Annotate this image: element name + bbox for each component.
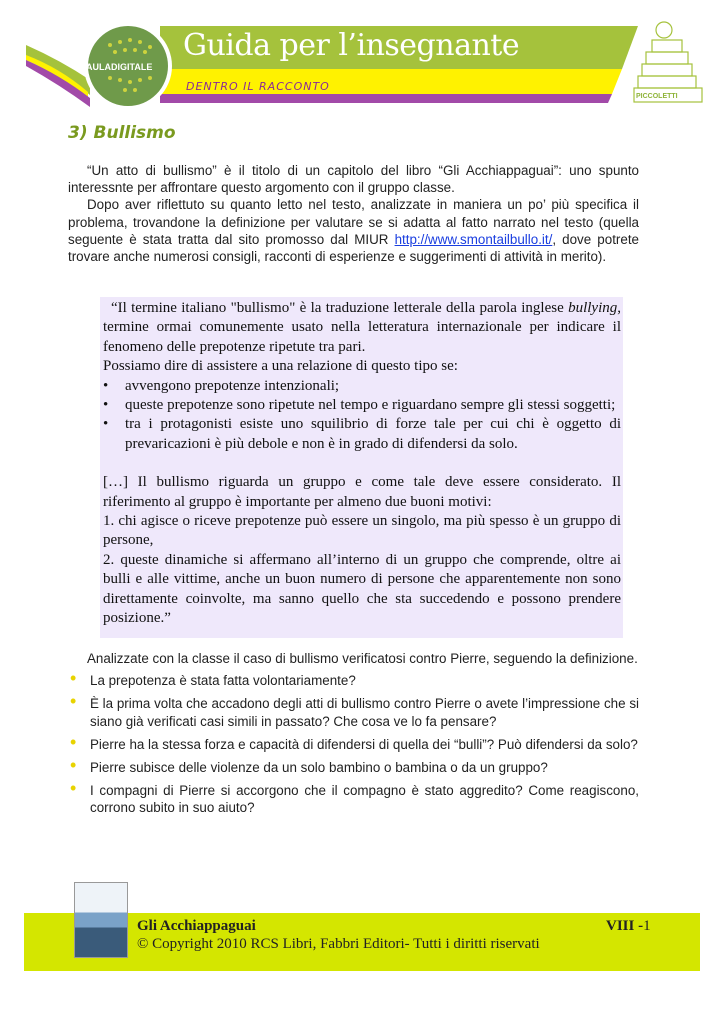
quote-paragraph-2: Possiamo dire di assistere a una relazione di questo tipo se: — [103, 358, 458, 375]
footer-copyright: © Copyright 2010 RCS Libri, Fabbri Editori- Tutti i diritti riservati — [137, 936, 540, 952]
intro-paragraph-1: “Un atto di bullismo” è il titolo di un capitolo del libro “Gli Acchiappaguai”: uno spunto interessnte per affrontare questo argomento con il gruppo classe. — [68, 163, 639, 196]
question-text: La prepotenza è stata fatta volontariamente? — [90, 673, 356, 689]
quote-paragraph-1 — [103, 299, 621, 357]
section-title: 3) Bullismo — [68, 123, 176, 143]
question-item — [68, 731, 639, 753]
quote-paragraph-5: 2. queste dinamiche si affermano all’interno di un gruppo che comprende, oltre ai bulli e alle vittime, anche un buon numero di persone che apparentemente non sono direttamente coinvolte, ma sanno quello che sta succedendo e possono prendere posizione.” — [103, 551, 621, 627]
question-text: Pierre subisce delle violenze da un solo bambino o bambina o da un gruppo? — [90, 760, 548, 776]
definition-quote-box — [100, 297, 623, 638]
header-subtitle: DENTRO IL RACCONTO — [186, 80, 330, 93]
question-item — [68, 668, 639, 689]
bullet-icon: • — [70, 731, 77, 752]
quote-emphasis: bullying — [568, 300, 618, 316]
question-item — [68, 691, 639, 729]
question-text: Pierre ha la stessa forza e capacità di difendersi di quella dei “bulli”? Può difendersi da solo? — [90, 736, 638, 752]
quote-p1-tail: , termine ormai comunemente usato nella letteratura internazionale per indicare il fenomeno delle prepotenze ripetute tra pari. — [103, 300, 621, 355]
analysis-section — [68, 650, 639, 823]
question-item — [68, 778, 639, 816]
quote-bullet: • avvengono prepotenze intenzionali; — [103, 377, 621, 396]
analysis-intro: Analizzate con la classe il caso di bullismo verificatosi contro Pierre, seguendo la definizione. — [87, 651, 638, 666]
quote-bullet: • tra i protagonisti esiste uno squilibrio di forze tale per cui chi è oggetto di prevaricazioni è più debole e non è in grado di difendersi da solo. — [103, 415, 621, 454]
bullet-icon: • — [70, 778, 77, 799]
page-num: 1 — [643, 918, 651, 934]
page-number — [606, 918, 651, 935]
quote-paragraph-3: […] Il bullismo riguarda un gruppo e come tale deve essere considerato. Il riferimento al gruppo è importante per almeno due buoni motivi: — [103, 474, 621, 510]
question-list — [68, 668, 639, 816]
book-cover-image — [74, 882, 128, 958]
bullet-icon: • — [70, 755, 77, 776]
bullet-icon: • — [70, 691, 77, 712]
question-text: È la prima volta che accadono degli atti di bullismo contro Pierre o avete l’impressione che si siano già verificati casi simili in passato? Che cosa ve lo fa pensare? — [90, 696, 639, 729]
header-banner — [0, 0, 724, 115]
question-text: I compagni di Pierre si accorgono che il compagno è stato aggredito? Come reagiscono, corrono subito in suo aiuto? — [90, 783, 639, 816]
quote-bullet: • queste prepotenze sono ripetute nel tempo e riguardano sempre gli stessi soggetti; — [103, 396, 621, 415]
piccoletti-logo: PICCOLETTI — [636, 93, 678, 100]
quote-bullet-list — [103, 377, 621, 455]
books-stack-icon — [634, 22, 702, 102]
intro-p2-text: Dopo aver riflettuto su quanto letto nel testo, analizzate in maniera un po’ più specifica il problema, trovandone la definizione per valutare se si adatta al fatto narrato nel testo (quella seguente è stata tratta dal sito promosso dal MIUR — [68, 197, 639, 247]
quote-paragraph-4: 1. chi agisce o riceve prepotenze può essere un singolo, ma più spesso è un gruppo di persone, — [103, 513, 621, 549]
page-prefix: VIII - — [606, 918, 644, 934]
intro-p2-tail: , dove potrete trovare anche numerosi consigli, racconti di esperienze e suggerimenti di attività in merito). — [68, 231, 639, 265]
footer-book-title: Gli Acchiappaguai — [137, 918, 256, 934]
intro-paragraph-2 — [68, 196, 639, 265]
header-title: Guida per l’insegnante — [183, 28, 520, 63]
auladigitale-logo: AULADIGITALE — [86, 62, 153, 72]
intro-text — [68, 162, 639, 265]
question-item — [68, 755, 639, 776]
miur-link[interactable]: http://www.smontailbullo.it/ — [394, 231, 553, 247]
bullet-icon: • — [70, 668, 77, 689]
quote-p1-text: “Il termine italiano "bullismo" è la traduzione letterale della parola inglese — [111, 300, 569, 316]
